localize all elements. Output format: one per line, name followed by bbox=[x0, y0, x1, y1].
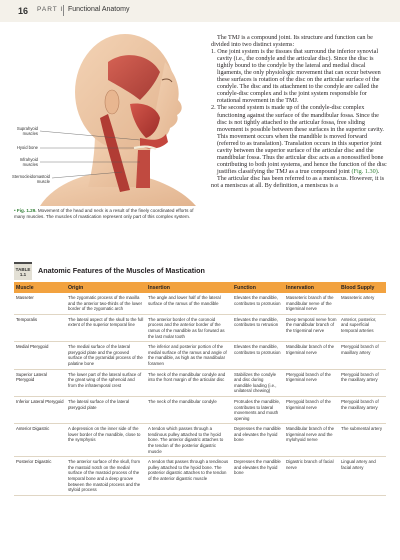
table-cell: Inferior Lateral Pterygoid bbox=[14, 396, 66, 423]
table-cell: Elevates the mandible, contributes to protrusion bbox=[232, 293, 284, 314]
table-cell: Superior Lateral Pterygoid bbox=[14, 369, 66, 396]
body-text bbox=[211, 34, 387, 189]
figure-number: • Fig. 1.29. bbox=[14, 208, 37, 213]
table-cell: Deep temporal nerve from the mandibular branch of the trigeminal nerve bbox=[284, 314, 339, 341]
list-item: 1. One joint system is the tissues that surround the inferior synovial cavity (i.e., the condyle and the articular disc). Since the disc is tightly bound to the condyle by the lateral and medial discal ligaments, the only physiologic movement that can occur between these surfaces is rotation of the disc on the articular surface of the condyle. The disc and its attachment to the condyle are called the condyle-disc complex and is the joint system responsible for rotational movement in the TMJ. bbox=[211, 48, 381, 105]
table-cell: Pterygoid branch of the trigeminal nerve bbox=[284, 369, 339, 396]
column-header: Blood Supply bbox=[339, 282, 386, 293]
table-row bbox=[14, 293, 386, 314]
table-cell: Elevates the mandible, contributes to protrusion bbox=[232, 342, 284, 369]
head-neck-muscle-illustration bbox=[0, 22, 196, 206]
table-row bbox=[14, 369, 386, 396]
table-row bbox=[14, 424, 386, 457]
table-cell: The anterior surface of the skull, from the mastoid notch on the medial surface of the mastoid process of the temporal bone and a deep groove between the mastoid process and the styloid process bbox=[66, 457, 146, 496]
section-title: Functional Anatomy bbox=[68, 6, 130, 13]
header-divider bbox=[63, 5, 64, 16]
column-header: Origin bbox=[66, 282, 146, 293]
figure-reference: (Fig. 1.30) bbox=[351, 167, 378, 175]
table-cell: Medial Pterygoid bbox=[14, 342, 66, 369]
table-cell: Anterior, posterior, and superficial temporal arteries bbox=[339, 314, 386, 341]
table-cell: Mandibular branch of the trigeminal nerve bbox=[284, 342, 339, 369]
figure-caption bbox=[14, 208, 196, 220]
table-cell: Masseteric branch of the mandibular nerve of the trigeminal nerve bbox=[284, 293, 339, 314]
table-cell: Anterior Digastric bbox=[14, 424, 66, 457]
muscles-table bbox=[14, 282, 386, 496]
table-title: Anatomic Features of the Muscles of Mastication bbox=[38, 266, 205, 275]
table-row bbox=[14, 457, 386, 496]
table-cell: The neck of the mandibular condyle bbox=[146, 396, 232, 423]
paragraph: The TMJ is a compound joint. Its structure and function can be divided into two distinct systems: bbox=[211, 34, 373, 49]
paragraph: The articular disc has been referred to as a meniscus. However, it is not a meniscus at all. By definition, a meniscus is a bbox=[211, 174, 385, 189]
column-header: Function bbox=[232, 282, 284, 293]
table-header-row bbox=[14, 282, 386, 293]
table-cell: A tendon that passes through a tendinous pulley attached to the hyoid bone. The posterior digastric attaches to the tendon of the anterior digastric muscle bbox=[146, 457, 232, 496]
table-row bbox=[14, 396, 386, 423]
table-number: TABLE 1.1 bbox=[14, 262, 32, 280]
table-row bbox=[14, 314, 386, 341]
table-cell: The medial surface of the lateral pterygoid plate and the grooved surface of the pyramidal process of the palatine bone bbox=[66, 342, 146, 369]
table-cell: Pterygoid branch of maxillary artery bbox=[339, 342, 386, 369]
table-cell: The inferior and posterior portion of the medial surface of the ramus and angle of the mandible, as high as the mandibular foramen bbox=[146, 342, 232, 369]
list-item: 2. The second system is made up of the condyle-disc complex functioning against the surface of the mandibular fossa. Since the disc is not tightly attached to the articular fossa, free sliding movement is possible between these surfaces in the superior cavity. This movement occurs when the mandible is moved forward (referred to as translation). Translation occurs in this superior joint cavity between the superior surface of the articular disc and the mandibular fossa. Thus the articular disc acts as a nonossified bone contributing to both joint systems, and hence the function of the disc justifies classifying the TMJ as a true compound joint (Fig. 1.30). bbox=[211, 104, 387, 175]
column-header: Muscle bbox=[14, 282, 66, 293]
table-cell: The neck of the mandibular condyle and into the front margin of the articular disc bbox=[146, 369, 232, 396]
table-cell: Stabilizes the condyle and disc during mandible loading (i.e., unilateral chewing) bbox=[232, 369, 284, 396]
figure-caption-text: Movement of the head and neck is a result of the finely coordinated efforts of many muscles. The muscles of mastication represent only part of this complex system. bbox=[14, 208, 194, 220]
table-cell: The zygomatic process of the maxilla and the anterior two-thirds of the lower border of the zygomatic arch bbox=[66, 293, 146, 314]
table-cell: Posterior Digastric bbox=[14, 457, 66, 496]
table-cell: The submental artery bbox=[339, 424, 386, 457]
table-cell: Pterygoid branch of the maxillary artery bbox=[339, 396, 386, 423]
table-cell: The lateral aspect of the skull to the full extent of the superior temporal line bbox=[66, 314, 146, 341]
table-cell: A tendon which passes through a tendinous pulley attached to the hyoid bone. The anterior digastric attaches to the tendon of the posterior digastric muscle bbox=[146, 424, 232, 457]
table-cell: Depresses the mandible and elevates the hyoid bone bbox=[232, 424, 284, 457]
table-cell: Masseteric artery bbox=[339, 293, 386, 314]
table-cell: Digastric branch of facial nerve bbox=[284, 457, 339, 496]
table-cell: Masseter bbox=[14, 293, 66, 314]
table-cell: Protrudes the mandible, contributes to lateral movements and mouth opening bbox=[232, 396, 284, 423]
table-cell: The anterior border of the coronoid process and the anterior border of the ramus of the mandible as far forward as the last molar tooth bbox=[146, 314, 232, 341]
table-cell: The lateral surface of the lateral pterygoid plate bbox=[66, 396, 146, 423]
table-cell: Mandibular branch of the trigeminal nerve and the mylohyoid nerve bbox=[284, 424, 339, 457]
table-cell: Elevates the mandible, contributes to retrusion bbox=[232, 314, 284, 341]
label-suprahyoid: Suprahyoid muscles bbox=[16, 126, 38, 136]
table-cell: Temporalis bbox=[14, 314, 66, 341]
label-sternocleidomastoid: Sternocleidomastoid muscle bbox=[12, 174, 50, 184]
table-cell: The lower part of the lateral surface of the great wing of the sphenoid and from the infratemporal crest bbox=[66, 369, 146, 396]
table-cell: Pterygoid branch of the maxillary artery bbox=[339, 369, 386, 396]
table-cell: Depresses the mandible and elevates the hyoid bone bbox=[232, 457, 284, 496]
running-header bbox=[0, 0, 400, 22]
part-label: PART I bbox=[37, 6, 64, 13]
table-cell: Pterygoid branch of the trigeminal nerve bbox=[284, 396, 339, 423]
table-row bbox=[14, 342, 386, 369]
label-infrahyoid: Infrahyoid muscles bbox=[19, 157, 38, 167]
label-hyoid-bone: Hyoid bone bbox=[16, 145, 38, 150]
table-cell: A depression on the inner side of the lower border of the mandible, close to the symphysis bbox=[66, 424, 146, 457]
table-cell: Lingual artery and facial artery bbox=[339, 457, 386, 496]
column-header: Innervation bbox=[284, 282, 339, 293]
column-header: Insertion bbox=[146, 282, 232, 293]
list-item-text: 2. The second system is made up of the condyle-disc complex functioning against the surface of the mandibular fossa. Since the disc is not tightly attached to the articular fossa, free sliding movement is possible between these surfaces in the superior cavity. This movement occurs when the mandible is moved forward (referred to as translation). Translation occurs in this superior joint cavity between the superior surface of the articular disc and the mandibular fossa. Thus the articular disc acts as a nonossified bone contributing to both joint systems, and hence the function of the disc justifies classifying the TMJ as a true compound joint bbox=[211, 104, 387, 175]
table-cell: The angle and lower half of the lateral surface of the ramus of the mandible bbox=[146, 293, 232, 314]
page-number: 16 bbox=[18, 6, 29, 16]
